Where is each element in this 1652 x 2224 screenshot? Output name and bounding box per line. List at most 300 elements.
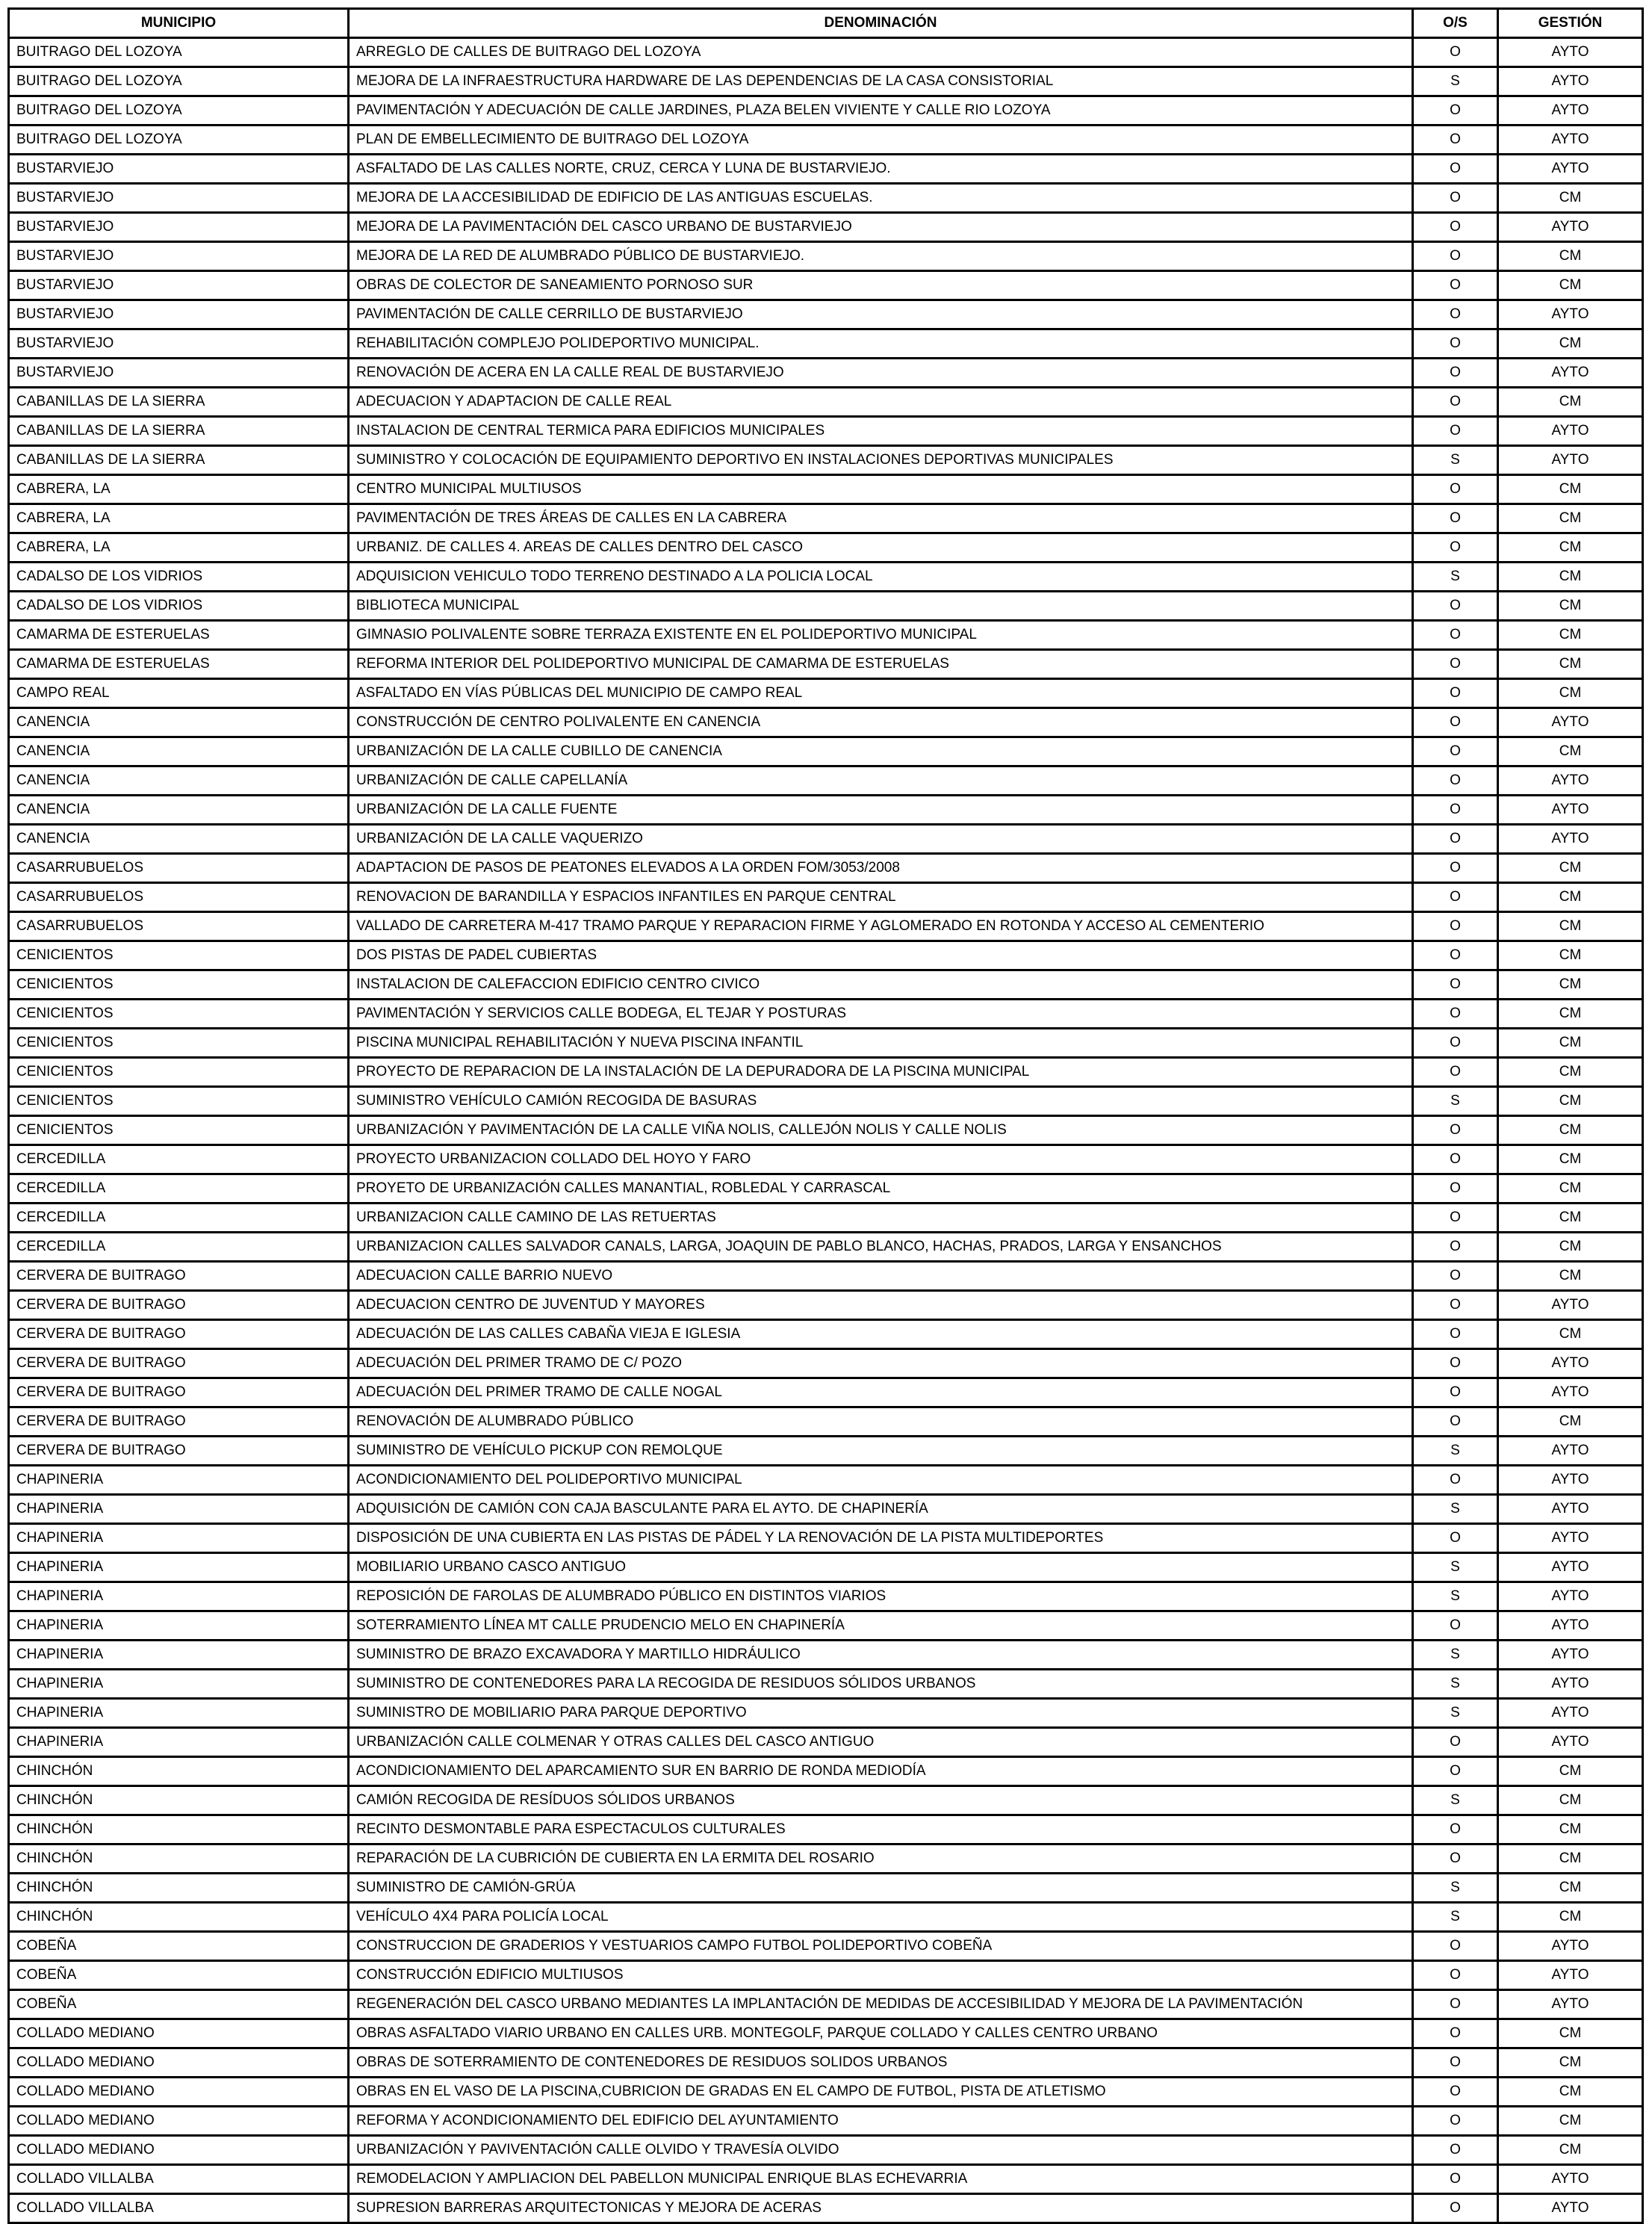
table-row (9, 1058, 1643, 1087)
cell-municipio: CHINCHÓN (9, 1874, 349, 1903)
cell-municipio: CANENCIA (9, 796, 349, 825)
cell-municipio: CHAPINERIA (9, 1728, 349, 1757)
cell-gestion: AYTO (1498, 1466, 1643, 1495)
cell-denominacion: SUMINISTRO VEHÍCULO CAMIÓN RECOGIDA DE BASURAS (349, 1087, 1413, 1116)
table-row (9, 2019, 1643, 2048)
cell-os: O (1413, 1291, 1498, 1320)
cell-gestion: AYTO (1498, 796, 1643, 825)
cell-denominacion: RECINTO DESMONTABLE PARA ESPECTACULOS CULTURALES (349, 1815, 1413, 1844)
cell-denominacion: PAVIMENTACIÓN Y SERVICIOS CALLE BODEGA, EL TEJAR Y POSTURAS (349, 1000, 1413, 1029)
cell-municipio: CHAPINERIA (9, 1524, 349, 1553)
cell-municipio: CABANILLAS DE LA SIERRA (9, 446, 349, 475)
cell-denominacion: REHABILITACIÓN COMPLEJO POLIDEPORTIVO MUNICIPAL. (349, 329, 1413, 359)
cell-denominacion: CONSTRUCCIÓN EDIFICIO MULTIUSOS (349, 1961, 1413, 1990)
table-row (9, 679, 1643, 708)
cell-municipio: CENICIENTOS (9, 1000, 349, 1029)
cell-denominacion: ARREGLO DE CALLES DE BUITRAGO DEL LOZOYA (349, 38, 1413, 67)
cell-municipio: CHAPINERIA (9, 1582, 349, 1611)
cell-municipio: CHAPINERIA (9, 1495, 349, 1524)
cell-os: O (1413, 1349, 1498, 1378)
table-row (9, 1932, 1643, 1961)
cell-os: S (1413, 1582, 1498, 1611)
table-row (9, 1233, 1643, 1262)
cell-denominacion: PROYETO DE URBANIZACIÓN CALLES MANANTIAL, ROBLEDAL Y CARRASCAL (349, 1174, 1413, 1204)
cell-gestion: CM (1498, 1174, 1643, 1204)
cell-denominacion: ADQUISICION VEHICULO TODO TERRENO DESTINADO A LA POLICIA LOCAL (349, 563, 1413, 592)
table-row (9, 796, 1643, 825)
cell-os: O (1413, 1233, 1498, 1262)
cell-os: S (1413, 563, 1498, 592)
table-row (9, 825, 1643, 854)
table-row (9, 708, 1643, 737)
cell-municipio: CHINCHÓN (9, 1786, 349, 1815)
cell-municipio: CERCEDILLA (9, 1233, 349, 1262)
table-row (9, 1145, 1643, 1174)
cell-denominacion: URBANIZACIÓN Y PAVIMENTACIÓN DE LA CALLE VIÑA NOLIS, CALLEJÓN NOLIS Y CALLE NOLIS (349, 1116, 1413, 1145)
cell-municipio: CERVERA DE BUITRAGO (9, 1437, 349, 1466)
cell-gestion: AYTO (1498, 1524, 1643, 1553)
table-row (9, 1087, 1643, 1116)
cell-os: O (1413, 766, 1498, 796)
table-row (9, 329, 1643, 359)
table-row (9, 883, 1643, 912)
cell-municipio: CASARRUBUELOS (9, 854, 349, 883)
table-row (9, 533, 1643, 563)
cell-gestion: AYTO (1498, 155, 1643, 184)
cell-gestion: AYTO (1498, 1437, 1643, 1466)
cell-gestion: AYTO (1498, 708, 1643, 737)
cell-os: O (1413, 883, 1498, 912)
cell-gestion: AYTO (1498, 2165, 1643, 2194)
cell-gestion: AYTO (1498, 1553, 1643, 1582)
cell-gestion: CM (1498, 970, 1643, 1000)
cell-os: O (1413, 621, 1498, 650)
cell-gestion: AYTO (1498, 126, 1643, 155)
cell-denominacion: ACONDICIONAMIENTO DEL POLIDEPORTIVO MUNICIPAL (349, 1466, 1413, 1495)
table-row (9, 359, 1643, 388)
cell-gestion: CM (1498, 475, 1643, 504)
cell-os: O (1413, 2048, 1498, 2078)
cell-municipio: BUITRAGO DEL LOZOYA (9, 38, 349, 67)
table-row (9, 650, 1643, 679)
cell-denominacion: PISCINA MUNICIPAL REHABILITACIÓN Y NUEVA PISCINA INFANTIL (349, 1029, 1413, 1058)
cell-gestion: AYTO (1498, 1378, 1643, 1407)
table-row (9, 1903, 1643, 1932)
cell-municipio: CENICIENTOS (9, 970, 349, 1000)
cell-os: S (1413, 446, 1498, 475)
cell-denominacion: ADAPTACION DE PASOS DE PEATONES ELEVADOS A LA ORDEN FOM/3053/2008 (349, 854, 1413, 883)
cell-denominacion: CENTRO MUNICIPAL MULTIUSOS (349, 475, 1413, 504)
cell-gestion: CM (1498, 1000, 1643, 1029)
table-row (9, 1641, 1643, 1670)
cell-os: O (1413, 533, 1498, 563)
cell-denominacion: REGENERACIÓN DEL CASCO URBANO MEDIANTES LA IMPLANTACIÓN DE MEDIDAS DE ACCESIBILIDAD Y MEJORA DE LA PAVIMENTACIÓN (349, 1990, 1413, 2019)
cell-denominacion: URBANIZACION CALLE CAMINO DE LAS RETUERTAS (349, 1204, 1413, 1233)
cell-os: O (1413, 126, 1498, 155)
cell-os: O (1413, 38, 1498, 67)
cell-municipio: COLLADO MEDIANO (9, 2019, 349, 2048)
cell-denominacion: REMODELACION Y AMPLIACION DEL PABELLON MUNICIPAL ENRIQUE BLAS ECHEVARRIA (349, 2165, 1413, 2194)
cell-gestion: CM (1498, 883, 1643, 912)
cell-municipio: CASARRUBUELOS (9, 912, 349, 941)
cell-os: O (1413, 854, 1498, 883)
table-row (9, 1786, 1643, 1815)
table-row (9, 1320, 1643, 1349)
table-row (9, 941, 1643, 970)
cell-denominacion: VALLADO DE CARRETERA M-417 TRAMO PARQUE Y REPARACION FIRME Y AGLOMERADO EN ROTONDA Y ACCESO AL CEMENTERIO (349, 912, 1413, 941)
col-header-gestion: GESTIÓN (1498, 9, 1643, 38)
cell-municipio: CERVERA DE BUITRAGO (9, 1349, 349, 1378)
cell-municipio: CHAPINERIA (9, 1699, 349, 1728)
cell-os: O (1413, 2194, 1498, 2223)
cell-denominacion: PAVIMENTACIÓN DE CALLE CERRILLO DE BUSTARVIEJO (349, 300, 1413, 329)
cell-os: O (1413, 1728, 1498, 1757)
cell-municipio: BUSTARVIEJO (9, 300, 349, 329)
cell-gestion: CM (1498, 563, 1643, 592)
cell-municipio: CHINCHÓN (9, 1903, 349, 1932)
cell-gestion: AYTO (1498, 96, 1643, 126)
cell-denominacion: PAVIMENTACIÓN Y ADECUACIÓN DE CALLE JARDINES, PLAZA BELEN VIVIENTE Y CALLE RIO LOZOYA (349, 96, 1413, 126)
cell-os: S (1413, 1495, 1498, 1524)
cell-municipio: CADALSO DE LOS VIDRIOS (9, 592, 349, 621)
cell-os: S (1413, 1903, 1498, 1932)
cell-gestion: CM (1498, 504, 1643, 533)
cell-municipio: CERVERA DE BUITRAGO (9, 1291, 349, 1320)
cell-denominacion: URBANIZACIÓN DE CALLE CAPELLANÍA (349, 766, 1413, 796)
cell-gestion: CM (1498, 1087, 1643, 1116)
table-row (9, 2194, 1643, 2223)
cell-gestion: AYTO (1498, 1495, 1643, 1524)
table-row (9, 1670, 1643, 1699)
cell-denominacion: PROYECTO URBANIZACION COLLADO DEL HOYO Y FARO (349, 1145, 1413, 1174)
cell-gestion: CM (1498, 1757, 1643, 1786)
cell-os: O (1413, 941, 1498, 970)
cell-gestion: CM (1498, 242, 1643, 271)
cell-os: O (1413, 504, 1498, 533)
cell-os: O (1413, 1961, 1498, 1990)
table-row (9, 271, 1643, 300)
cell-denominacion: OBRAS ASFALTADO VIARIO URBANO EN CALLES URB. MONTEGOLF, PARQUE COLLADO Y CALLES CENTRO URBANO (349, 2019, 1413, 2048)
cell-gestion: AYTO (1498, 825, 1643, 854)
cell-municipio: CENICIENTOS (9, 1029, 349, 1058)
cell-municipio: BUSTARVIEJO (9, 329, 349, 359)
table-row (9, 184, 1643, 213)
table-row (9, 2048, 1643, 2078)
cell-municipio: CANENCIA (9, 825, 349, 854)
cell-gestion: AYTO (1498, 38, 1643, 67)
table-row (9, 475, 1643, 504)
cell-gestion: AYTO (1498, 1990, 1643, 2019)
cell-municipio: CHAPINERIA (9, 1641, 349, 1670)
cell-municipio: CHAPINERIA (9, 1611, 349, 1641)
cell-gestion: CM (1498, 650, 1643, 679)
cell-gestion: CM (1498, 1407, 1643, 1437)
cell-gestion: CM (1498, 2107, 1643, 2136)
cell-denominacion: DISPOSICIÓN DE UNA CUBIERTA EN LAS PISTAS DE PÁDEL Y LA RENOVACIÓN DE LA PISTA MULTIDEPORTES (349, 1524, 1413, 1553)
cell-municipio: CENICIENTOS (9, 1087, 349, 1116)
table-row (9, 1728, 1643, 1757)
cell-os: O (1413, 1844, 1498, 1874)
cell-gestion: CM (1498, 737, 1643, 766)
cell-denominacion: CONSTRUCCION DE GRADERIOS Y VESTUARIOS CAMPO FUTBOL POLIDEPORTIVO COBEÑA (349, 1932, 1413, 1961)
table-row (9, 1553, 1643, 1582)
cell-os: O (1413, 679, 1498, 708)
cell-municipio: CABRERA, LA (9, 533, 349, 563)
cell-denominacion: SUMINISTRO DE MOBILIARIO PARA PARQUE DEPORTIVO (349, 1699, 1413, 1728)
cell-gestion: AYTO (1498, 359, 1643, 388)
table-row (9, 1524, 1643, 1553)
cell-denominacion: ADECUACION CENTRO DE JUVENTUD Y MAYORES (349, 1291, 1413, 1320)
cell-os: O (1413, 96, 1498, 126)
cell-os: O (1413, 1990, 1498, 2019)
cell-os: O (1413, 1815, 1498, 1844)
cell-denominacion: ADECUACIÓN DE LAS CALLES CABAÑA VIEJA E IGLESIA (349, 1320, 1413, 1349)
cell-os: O (1413, 1204, 1498, 1233)
cell-os: O (1413, 1524, 1498, 1553)
cell-os: O (1413, 1407, 1498, 1437)
cell-os: O (1413, 592, 1498, 621)
cell-gestion: CM (1498, 1029, 1643, 1058)
cell-os: O (1413, 242, 1498, 271)
cell-gestion: AYTO (1498, 67, 1643, 96)
cell-os: O (1413, 1145, 1498, 1174)
cell-gestion: CM (1498, 1320, 1643, 1349)
cell-gestion: AYTO (1498, 417, 1643, 446)
cell-municipio: CHINCHÓN (9, 1815, 349, 1844)
cell-municipio: CAMARMA DE ESTERUELAS (9, 650, 349, 679)
col-header-municipio: MUNICIPIO (9, 9, 349, 38)
cell-os: O (1413, 825, 1498, 854)
cell-municipio: CANENCIA (9, 708, 349, 737)
cell-municipio: CHINCHÓN (9, 1844, 349, 1874)
cell-denominacion: DOS PISTAS DE PADEL CUBIERTAS (349, 941, 1413, 970)
cell-gestion: CM (1498, 1874, 1643, 1903)
cell-municipio: CANENCIA (9, 737, 349, 766)
cell-municipio: BUSTARVIEJO (9, 155, 349, 184)
cell-denominacion: OBRAS DE SOTERRAMIENTO DE CONTENEDORES DE RESIDUOS SOLIDOS URBANOS (349, 2048, 1413, 2078)
cell-municipio: CABANILLAS DE LA SIERRA (9, 417, 349, 446)
cell-denominacion: RENOVACIÓN DE ACERA EN LA CALLE REAL DE BUSTARVIEJO (349, 359, 1413, 388)
col-header-denominacion: DENOMINACIÓN (349, 9, 1413, 38)
table-row (9, 1000, 1643, 1029)
cell-os: O (1413, 2078, 1498, 2107)
table-row (9, 1466, 1643, 1495)
cell-os: O (1413, 359, 1498, 388)
cell-denominacion: BIBLIOTECA MUNICIPAL (349, 592, 1413, 621)
cell-denominacion: MEJORA DE LA INFRAESTRUCTURA HARDWARE DE LAS DEPENDENCIAS DE LA CASA CONSISTORIAL (349, 67, 1413, 96)
cell-municipio: BUITRAGO DEL LOZOYA (9, 96, 349, 126)
cell-gestion: AYTO (1498, 1611, 1643, 1641)
cell-os: O (1413, 271, 1498, 300)
cell-denominacion: REFORMA Y ACONDICIONAMIENTO DEL EDIFICIO DEL AYUNTAMIENTO (349, 2107, 1413, 2136)
cell-denominacion: ADECUACIÓN DEL PRIMER TRAMO DE CALLE NOGAL (349, 1378, 1413, 1407)
cell-denominacion: REPARACIÓN DE LA CUBRICIÓN DE CUBIERTA EN LA ERMITA DEL ROSARIO (349, 1844, 1413, 1874)
cell-gestion: CM (1498, 679, 1643, 708)
cell-municipio: CERCEDILLA (9, 1204, 349, 1233)
cell-municipio: COLLADO VILLALBA (9, 2194, 349, 2223)
table-row (9, 1815, 1643, 1844)
cell-gestion: CM (1498, 1786, 1643, 1815)
table-row (9, 388, 1643, 417)
cell-gestion: CM (1498, 2078, 1643, 2107)
cell-denominacion: SUMINISTRO DE CAMIÓN-GRÚA (349, 1874, 1413, 1903)
cell-gestion: AYTO (1498, 300, 1643, 329)
cell-denominacion: SUPRESION BARRERAS ARQUITECTONICAS Y MEJORA DE ACERAS (349, 2194, 1413, 2223)
cell-os: S (1413, 1699, 1498, 1728)
cell-os: O (1413, 1611, 1498, 1641)
cell-gestion: CM (1498, 912, 1643, 941)
cell-gestion: AYTO (1498, 1670, 1643, 1699)
cell-denominacion: CONSTRUCCIÓN DE CENTRO POLIVALENTE EN CANENCIA (349, 708, 1413, 737)
table-row (9, 1029, 1643, 1058)
cell-denominacion: SOTERRAMIENTO LÍNEA MT CALLE PRUDENCIO MELO EN CHAPINERÍA (349, 1611, 1413, 1641)
cell-os: O (1413, 1058, 1498, 1087)
table-row (9, 1116, 1643, 1145)
cell-denominacion: RENOVACION DE BARANDILLA Y ESPACIOS INFANTILES EN PARQUE CENTRAL (349, 883, 1413, 912)
cell-municipio: CHAPINERIA (9, 1670, 349, 1699)
cell-municipio: CERVERA DE BUITRAGO (9, 1407, 349, 1437)
cell-denominacion: ADECUACION Y ADAPTACION DE CALLE REAL (349, 388, 1413, 417)
cell-os: O (1413, 650, 1498, 679)
cell-gestion: CM (1498, 329, 1643, 359)
cell-os: O (1413, 2107, 1498, 2136)
table-row (9, 504, 1643, 533)
document-page (7, 7, 1644, 2224)
cell-gestion: CM (1498, 854, 1643, 883)
cell-os: O (1413, 796, 1498, 825)
cell-gestion: CM (1498, 388, 1643, 417)
cell-denominacion: OBRAS EN EL VASO DE LA PISCINA,CUBRICION DE GRADAS EN EL CAMPO DE FUTBOL, PISTA DE ATLETISMO (349, 2078, 1413, 2107)
table-row (9, 621, 1643, 650)
cell-denominacion: URBANIZACION CALLES SALVADOR CANALS, LARGA, JOAQUIN DE PABLO BLANCO, HACHAS, PRADOS, LARGA Y ENSANCHOS (349, 1233, 1413, 1262)
cell-denominacion: OBRAS DE COLECTOR DE SANEAMIENTO PORNOSO SUR (349, 271, 1413, 300)
cell-municipio: CENICIENTOS (9, 941, 349, 970)
cell-municipio: BUSTARVIEJO (9, 242, 349, 271)
cell-gestion: AYTO (1498, 2194, 1643, 2223)
cell-os: O (1413, 737, 1498, 766)
cell-gestion: AYTO (1498, 1582, 1643, 1611)
cell-gestion: CM (1498, 1262, 1643, 1291)
cell-denominacion: RENOVACIÓN DE ALUMBRADO PÚBLICO (349, 1407, 1413, 1437)
cell-gestion: AYTO (1498, 1349, 1643, 1378)
cell-gestion: CM (1498, 1233, 1643, 1262)
cell-os: S (1413, 1874, 1498, 1903)
table-row (9, 592, 1643, 621)
cell-os: O (1413, 2019, 1498, 2048)
municipal-works-table (7, 7, 1644, 2224)
cell-gestion: AYTO (1498, 766, 1643, 796)
cell-os: O (1413, 708, 1498, 737)
cell-denominacion: ASFALTADO DE LAS CALLES NORTE, CRUZ, CERCA Y LUNA DE BUSTARVIEJO. (349, 155, 1413, 184)
table-row (9, 96, 1643, 126)
table-row (9, 1378, 1643, 1407)
cell-gestion: CM (1498, 1815, 1643, 1844)
cell-os: O (1413, 329, 1498, 359)
cell-gestion: CM (1498, 184, 1643, 213)
table-row (9, 67, 1643, 96)
table-row (9, 1495, 1643, 1524)
table-row (9, 446, 1643, 475)
table-row (9, 1699, 1643, 1728)
cell-os: O (1413, 388, 1498, 417)
cell-municipio: CABANILLAS DE LA SIERRA (9, 388, 349, 417)
cell-denominacion: URBANIZACIÓN CALLE COLMENAR Y OTRAS CALLES DEL CASCO ANTIGUO (349, 1728, 1413, 1757)
cell-gestion: CM (1498, 271, 1643, 300)
cell-os: O (1413, 184, 1498, 213)
cell-denominacion: MEJORA DE LA PAVIMENTACIÓN DEL CASCO URBANO DE BUSTARVIEJO (349, 213, 1413, 242)
table-row (9, 213, 1643, 242)
table-row (9, 2165, 1643, 2194)
cell-denominacion: ACONDICIONAMIENTO DEL APARCAMIENTO SUR EN BARRIO DE RONDA MEDIODÍA (349, 1757, 1413, 1786)
cell-os: S (1413, 1553, 1498, 1582)
cell-os: O (1413, 213, 1498, 242)
cell-municipio: CENICIENTOS (9, 1058, 349, 1087)
cell-denominacion: URBANIZ. DE CALLES 4. AREAS DE CALLES DENTRO DEL CASCO (349, 533, 1413, 563)
cell-denominacion: REFORMA INTERIOR DEL POLIDEPORTIVO MUNICIPAL DE CAMARMA DE ESTERUELAS (349, 650, 1413, 679)
cell-denominacion: CAMIÓN RECOGIDA DE RESÍDUOS SÓLIDOS URBANOS (349, 1786, 1413, 1815)
table-row (9, 1174, 1643, 1204)
cell-gestion: CM (1498, 2136, 1643, 2165)
cell-os: O (1413, 300, 1498, 329)
cell-denominacion: URBANIZACIÓN DE LA CALLE VAQUERIZO (349, 825, 1413, 854)
table-row (9, 766, 1643, 796)
cell-municipio: CHAPINERIA (9, 1466, 349, 1495)
cell-denominacion: URBANIZACIÓN DE LA CALLE FUENTE (349, 796, 1413, 825)
table-row (9, 1874, 1643, 1903)
cell-os: O (1413, 1932, 1498, 1961)
cell-municipio: COLLADO MEDIANO (9, 2078, 349, 2107)
cell-os: S (1413, 1087, 1498, 1116)
table-row (9, 126, 1643, 155)
cell-municipio: CERCEDILLA (9, 1145, 349, 1174)
cell-denominacion: INSTALACION DE CALEFACCION EDIFICIO CENTRO CIVICO (349, 970, 1413, 1000)
cell-denominacion: ADQUISICIÓN DE CAMIÓN CON CAJA BASCULANTE PARA EL AYTO. DE CHAPINERÍA (349, 1495, 1413, 1524)
cell-denominacion: MEJORA DE LA RED DE ALUMBRADO PÚBLICO DE BUSTARVIEJO. (349, 242, 1413, 271)
table-row (9, 1262, 1643, 1291)
table-row (9, 2078, 1643, 2107)
cell-os: O (1413, 1029, 1498, 1058)
cell-denominacion: MEJORA DE LA ACCESIBILIDAD DE EDIFICIO DE LAS ANTIGUAS ESCUELAS. (349, 184, 1413, 213)
cell-municipio: COLLADO MEDIANO (9, 2107, 349, 2136)
cell-os: S (1413, 67, 1498, 96)
table-row (9, 1844, 1643, 1874)
cell-municipio: BUITRAGO DEL LOZOYA (9, 126, 349, 155)
table-row (9, 970, 1643, 1000)
cell-os: O (1413, 970, 1498, 1000)
cell-municipio: COLLADO MEDIANO (9, 2048, 349, 2078)
cell-os: O (1413, 1757, 1498, 1786)
table-row (9, 912, 1643, 941)
table-row (9, 417, 1643, 446)
table-row (9, 155, 1643, 184)
cell-denominacion: VEHÍCULO 4X4 PARA POLICÍA LOCAL (349, 1903, 1413, 1932)
table-row (9, 1349, 1643, 1378)
cell-municipio: CABRERA, LA (9, 504, 349, 533)
cell-denominacion: PLAN DE EMBELLECIMIENTO DE BUITRAGO DEL LOZOYA (349, 126, 1413, 155)
table-row (9, 2136, 1643, 2165)
cell-gestion: CM (1498, 1116, 1643, 1145)
cell-os: O (1413, 1262, 1498, 1291)
cell-denominacion: SUMINISTRO DE BRAZO EXCAVADORA Y MARTILLO HIDRÁULICO (349, 1641, 1413, 1670)
cell-gestion: CM (1498, 2019, 1643, 2048)
cell-municipio: BUSTARVIEJO (9, 184, 349, 213)
cell-os: S (1413, 1437, 1498, 1466)
cell-gestion: AYTO (1498, 1291, 1643, 1320)
cell-os: O (1413, 912, 1498, 941)
table-row (9, 1437, 1643, 1466)
cell-municipio: CERVERA DE BUITRAGO (9, 1320, 349, 1349)
cell-denominacion: SUMINISTRO DE CONTENEDORES PARA LA RECOGIDA DE RESIDUOS SÓLIDOS URBANOS (349, 1670, 1413, 1699)
